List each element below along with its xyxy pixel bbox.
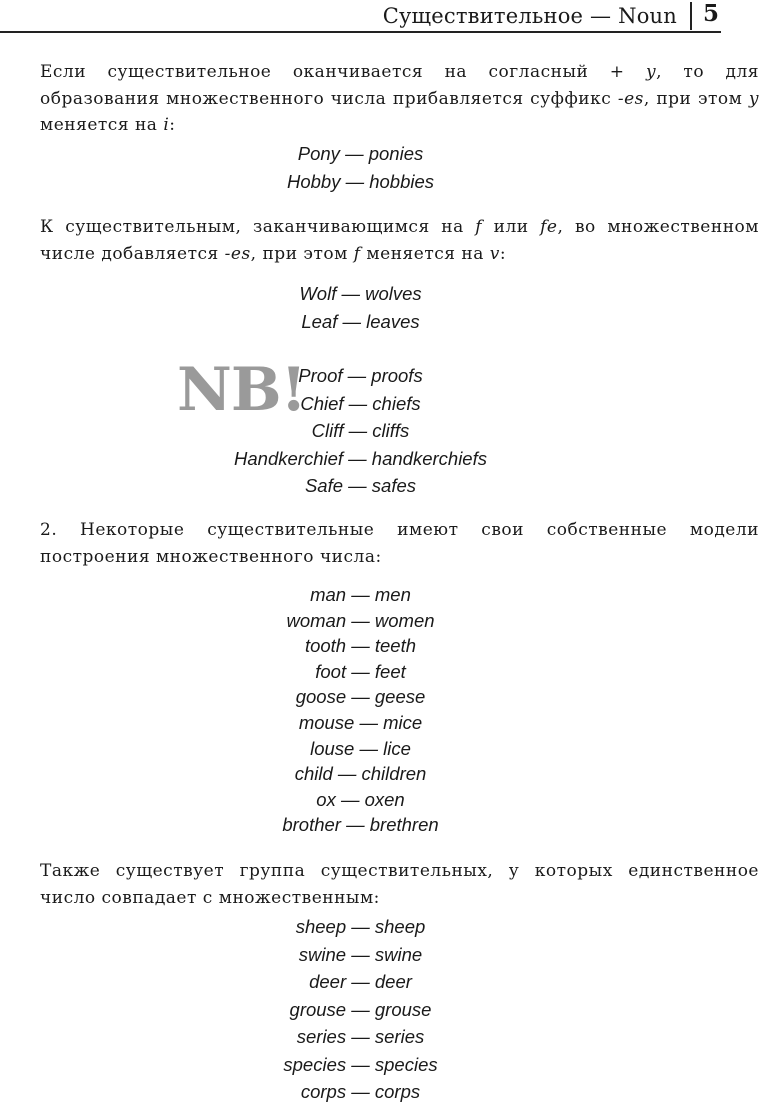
- example-line: Handkerchief — handkerchiefs: [234, 447, 487, 469]
- paragraph-unchanged: Также существует группа существительных, у которых единственное число совпадает с множественным:: [40, 861, 759, 908]
- example-line: Hobby — hobbies: [286, 170, 435, 192]
- example-line: louse — lice: [310, 737, 411, 759]
- example-line: tooth — teeth: [304, 635, 417, 657]
- example-line: goose — geese: [295, 686, 426, 708]
- text-run: i: [163, 115, 170, 135]
- example-line: species — species: [283, 1053, 438, 1075]
- examples-f: [0, 280, 721, 335]
- text-run: меняется на: [360, 243, 490, 264]
- examples-unchanged: [0, 913, 721, 1106]
- example-line: swine — swine: [298, 943, 423, 965]
- paragraph-y-rule: [0, 59, 759, 139]
- example-line: Proof — proofs: [298, 365, 423, 386]
- text-run: меняется на: [40, 115, 164, 135]
- example-line: child — children: [294, 763, 427, 785]
- text-run: -es: [617, 88, 644, 109]
- example-line: Pony — ponies: [297, 143, 424, 164]
- text-run: Если существительное оканчивается на согласный +: [40, 62, 646, 82]
- text-run: y: [748, 88, 759, 109]
- examples-exceptions: [0, 362, 721, 500]
- example-line: deer — deer: [309, 971, 412, 992]
- text-run: v: [489, 243, 500, 264]
- running-head: [0, 0, 721, 34]
- page-number: 5: [702, 0, 719, 27]
- example-line: ox — oxen: [316, 788, 405, 810]
- text-run: f: [475, 217, 483, 237]
- example-line: mouse — mice: [298, 711, 423, 733]
- header-separator: [690, 2, 692, 30]
- text-run: fe: [540, 217, 558, 237]
- example-line: grouse — grouse: [289, 998, 432, 1020]
- paragraph-irregular: 2. Некоторые существительные имеют свои собственные модели построения множественного числа:: [40, 520, 759, 567]
- example-line: Wolf — wolves: [299, 283, 422, 304]
- text-run: -es: [224, 243, 251, 264]
- paragraph-f-rule: [0, 214, 759, 267]
- example-line: series — series: [296, 1026, 425, 1047]
- text-run: :: [499, 243, 507, 264]
- running-head-title: Существительное — Noun: [382, 4, 677, 28]
- text-run: К существительным, заканчивающимся на: [40, 217, 476, 237]
- header-rule: [0, 31, 721, 33]
- text-run: , при этом: [250, 243, 354, 264]
- text-run: :: [169, 115, 176, 135]
- example-line: sheep — sheep: [295, 916, 426, 937]
- text-run: , то для образования множественного числа прибавляется суффикс: [40, 62, 759, 109]
- text-run: f: [353, 243, 361, 264]
- examples-irregular: [0, 582, 721, 838]
- text-run: y: [645, 62, 657, 82]
- example-line: Cliff — cliffs: [311, 420, 410, 441]
- example-line: man — men: [310, 584, 411, 605]
- example-line: corps — corps: [300, 1081, 421, 1102]
- text-run: или: [482, 217, 541, 237]
- example-line: brother — brethren: [282, 814, 439, 836]
- text-run: , при этом: [643, 88, 749, 109]
- examples-y: [0, 140, 721, 195]
- text-run: , во множественном числе добавляется: [40, 217, 759, 264]
- example-line: Chief — chiefs: [300, 392, 421, 414]
- nb-mark: NB!: [177, 355, 306, 425]
- example-line: Safe — safes: [304, 475, 417, 496]
- example-line: Leaf — leaves: [301, 310, 420, 332]
- example-line: woman — women: [286, 609, 435, 631]
- example-line: foot — feet: [315, 660, 406, 682]
